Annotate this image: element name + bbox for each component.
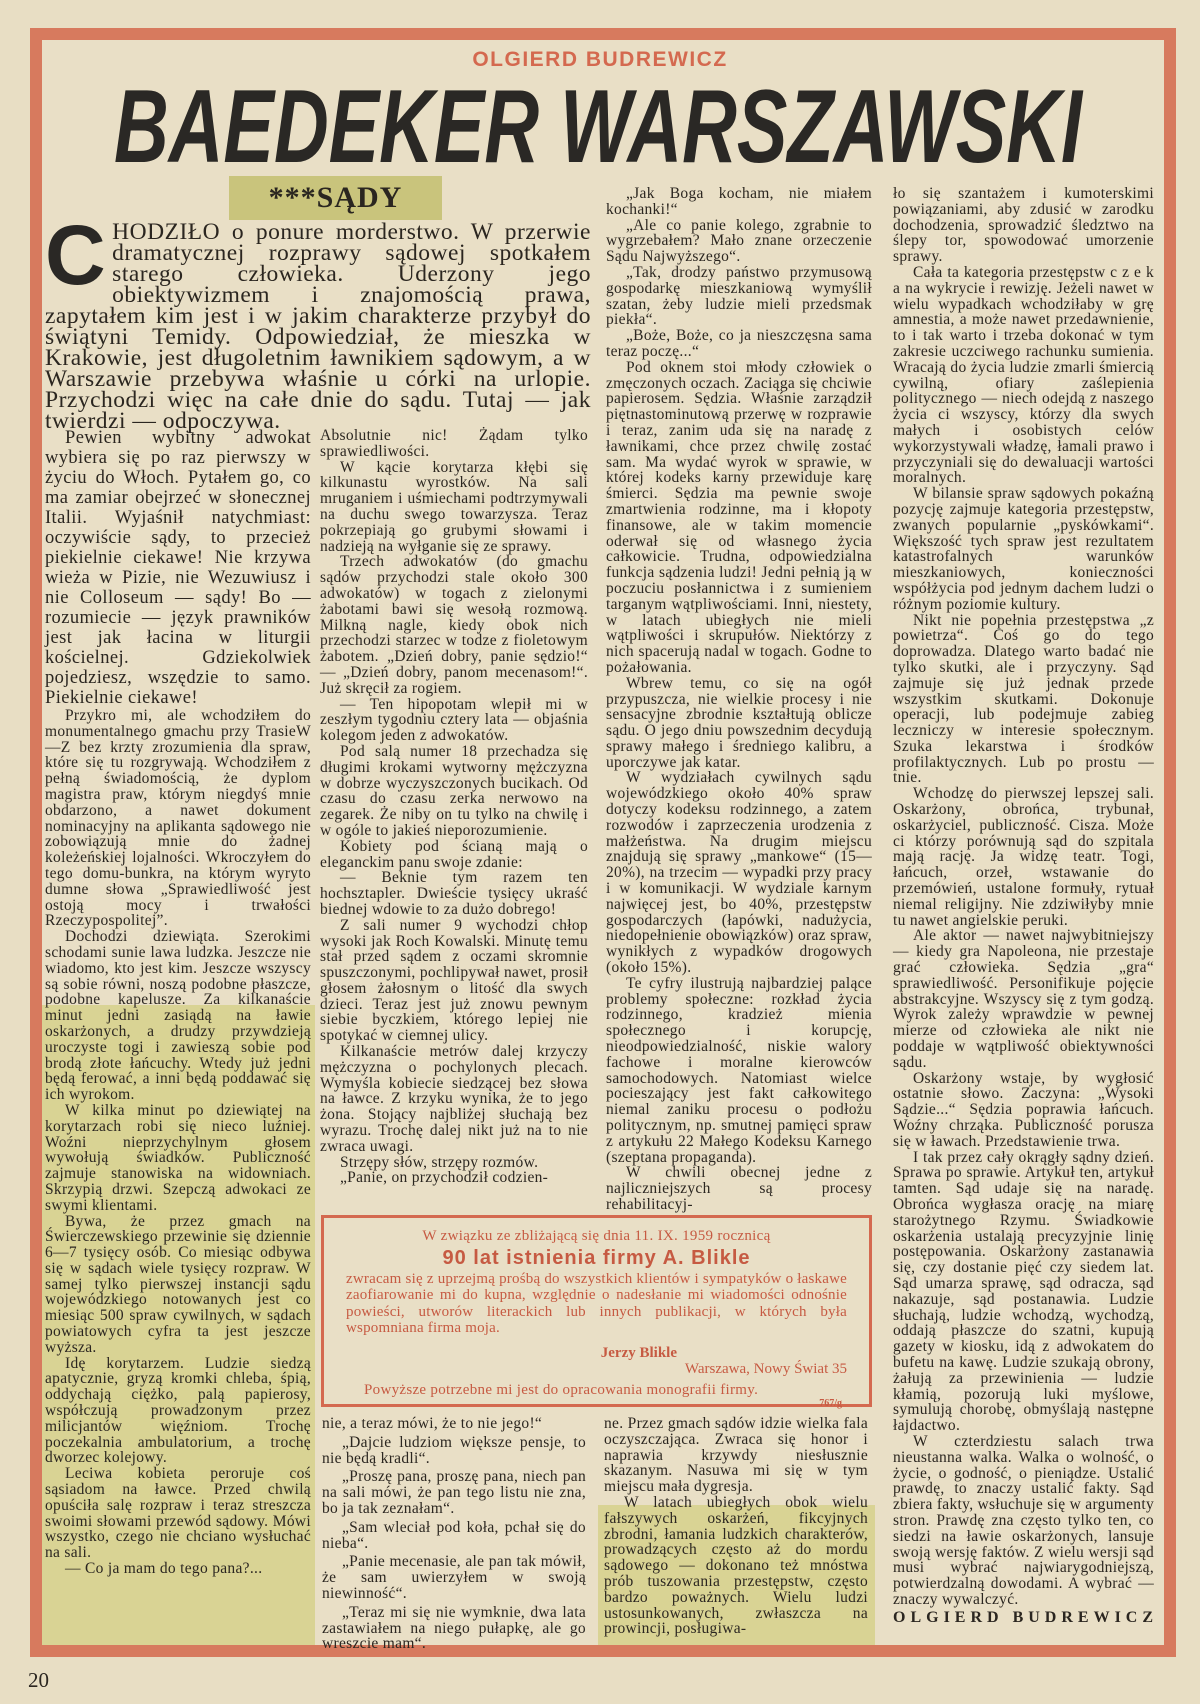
paragraph: W kilka minut po dziewiątej na korytarzach robi się nieco luźniej. Woźni nieprzychylnym głosem wywołują świadków. Publiczność zajmuje stanowiska na widowniach. Skrzypią drzwi. Szepczą adwokaci ze swymi klientami. (45, 1101, 311, 1214)
ad-code: 767/g (819, 1398, 842, 1409)
paragraph: „Teraz mi się nie wymknie, dwa lata zastawiałem na niego pułapkę, ale go wreszcie mam“. (322, 1603, 586, 1653)
paragraph: — Beknie tym razem ten hochsztapler. Dwieście tysięcy ukraść biednej wdowie to za dużo dobrego! (320, 869, 588, 918)
paragraph: Te cyfry ilustrują najbardziej palące problemy społeczne: rozkład życia rodzinnego, kradzież mienia społecznego i korupcję, nieodpowiedzialność, niskie walory fachowe i moralne kierowców samochodowych. Natomiast wielce pocieszający jest fakt całkowitego niemal zaniku procesu o podłożu politycznym, np. smutnej pamięci spraw z artykułu 22 Małego Kodeksu Karnego (szeptana propaganda). (606, 974, 872, 1166)
paragraph: Bywa, że przez gmach na Świerczewskiego przewinie się dziennie 6—7 tysięcy osób. Co miesiąc odbywa się w sądach wiele tysięcy rozpraw. W samej tylko pierwszej instancji sądu wojewódzkiego notowanych jest co miesiąc 500 spraw cywilnych, w sądach powiatowych cyfra ta jest jeszcze wyższa. (45, 1212, 311, 1356)
paragraph: ło się szantażem i kumoterskimi powiązaniami, aby zdusić w zarodku dochodzenia, sprowadzić śledztwo na ślepy tor, spowodować umorzenie sprawy. (893, 185, 1154, 266)
author-signature: OLGIERD BUDREWICZ (893, 1608, 1159, 1626)
paragraph: Wbrew temu, co się na ogół przypuszcza, nie wielkie procesy i nie sensacyjne zbrodnie kształtują oblicze sądu. O jego dniu powszednim decydują sprawy małego i średniego kalibru, a uporczywe jak katar. (606, 674, 872, 771)
lead-paragraph (45, 208, 591, 434)
paragraph: Absolutnie nic! Żądam tylko sprawiedliwości. (320, 427, 588, 460)
paragraph: „Tak, drodzy państwo przymusową gospodarkę mieszkaniową wymyślił szatan, żeby ludzie mieli przedsmak piekła“. (606, 263, 872, 329)
ad-note: Powyższe potrzebne mi jest do opracowania monografii firmy. (364, 1381, 759, 1398)
ad-intro: W związku ze zbliżającą się dnia 11. IX. 1959 rocznicą (422, 1228, 771, 1244)
paragraph: Strzępy słów, strzępy rozmów. (340, 1153, 539, 1171)
paragraph: Idę korytarzem. Ludzie siedzą apatycznie, gryzą kromki chleba, śpią, oddychają ciężko, palą papierosy, współczują prowadzonym przez milicjantów więźniom. Trochę poczekalnia ambulatorium, a trochę dworzec kolejowy. (45, 1354, 311, 1467)
paragraph: „Ale co panie kolego, zgrabnie to wygrzebałem? Mało znane orzeczenie Sądu Najwyższego“. (606, 216, 872, 266)
advertisement-box (321, 1215, 872, 1407)
paragraph: Kilkanaście metrów dalej krzyczy mężczyzna o pochylonych plecach. Wymyśla kobiecie siedzącej bez słowa na ławce. Z krzyku wynika, że to jego żona. Stojący najbliżej słuchają bez wyrazu. Trochę dalej nikt już na to nie zwraca uwagi. (320, 1043, 588, 1155)
paragraph: Cała ta kategoria przestępstw c z e k a na wykrycie i rewizję. Jeżeli nawet w wielu wypadkach wchodziłaby w grę amnestia, a może nawet przedawnienie, to i tak warto i trzeba dokonać w tym zakresie uczciwego rachunku sumienia. Wracają do życia ludzie zmarli śmiercią cywilną, ofiary zaślepienia politycznego — niech odejdą z naszego życia ci wszyscy, którzy dla swych małych i osobistych celów wykorzystywali władzę, łamali prawo i przyczyniali się do dewaluacji wartości moralnych. (893, 263, 1154, 487)
ad-signer: Jerzy Blikle (600, 1344, 677, 1361)
column-3-bottom (604, 1416, 868, 1637)
column-4-body (893, 186, 1154, 1608)
paragraph: „Dajcie ludziom większe pensje, to nie będą kradli“. (322, 1433, 586, 1467)
column-2-top (320, 428, 588, 1186)
paragraph: Pod oknem stoi młody człowiek o zmęczonych oczach. Zaciąga się chciwie papierosem. Sędzia. Właśnie zarządził piętnastominutową przerwę w rozprawie i teraz, zanim uda się na naradę z ławnikami, chce przez chwilę zostać sam. Ma wydać wyrok w sprawie, w której kodeks karny przewiduje karę śmierci. Sędzia ma pewnie swoje zmartwienia rodzinne, ma i kłopoty finansowe, ale w takim momencie oderwał się od własnego życia całkowicie. Trudna, odpowiedzialna funkcja sądzenia ludzi! Jedni pełnią ją w poczuciu posłannictwa i z sumieniem targanym wątpliwościami. Inni, niestety, w latach ubiegłych nie mieli wątpliwości i skrupułów. Niektórzy z nich spacerują nadal w togach. Godne to pożałowania. (606, 358, 872, 676)
paragraph: „Proszę pana, proszę pana, niech pan na sali mówi, że pan tego listu nie zna, bo ja tak zeznałam“. (322, 1468, 586, 1517)
paragraph: Pewien wybitny adwokat wybiera się po raz pierwszy w życiu do Włoch. Pytałem go, co ma zamiar obejrzeć w słonecznej Italii. Wyjaśnił natychmiast: oczywiście sądy, to przecież piekielnie ciekawe! Nie krzywa wieża w Pizie, nie Wezuwiusz i nie Colloseum — sądy! Bo — rozumiecie — język prawników jest jak łacina w liturgii kościelnej. Gdziekolwiek pojedziesz, wszędzie to samo. Piekielnie ciekawe! (45, 428, 311, 708)
paragraph: „Panie, on przychodził codzien- (340, 1169, 549, 1187)
ad-headline: 90 lat istnienia firmy A. Blikle (442, 1246, 751, 1269)
page-number: 20 (28, 1668, 49, 1692)
paragraph: — Ten hipopotam wlepił mi w zeszłym tygodniu cztery lata — objaśnia kolegom jeden z adwokatów. (320, 695, 588, 745)
article-title-text: BAEDEKER WARSZAWSKI (114, 74, 1084, 174)
paragraph: W chwili obecnej jedne z najliczniejszych są procesy rehabilitacyj- (606, 1164, 872, 1213)
paragraph: W bilansie spraw sądowych pokaźną pozycję zajmuje kategoria przestępstw, zwanych popularnie „pyskówkami“. Większość tych spraw jest rezultatem katastrofalnych warunków mieszkaniowych, konieczności współżycia pod jednym dachem ludzi o różnym poziomie kultury. (893, 485, 1154, 613)
paragraph: „Panie mecenasie, ale pan tak mówił, że sam uwierzyłem w swoją niewinność“. (322, 1553, 586, 1602)
column-2-bottom (322, 1416, 586, 1655)
paragraph: W wydziałach cywilnych sądu wojewódzkiego około 40% spraw dotyczy kodeksu rodzinnego, a zatem rozwodów i zaprzeczenia urodzenia z małżeństwa. Na drugim miejscu znajdują się sprawy „mankowe“ (15—20%), na trzecim — wypadki przy pracy i w komunikacji. W wydziale karnym najwięcej jest, bo 40%, przestępstw gospodarczych (łapówki, nadużycia, niedopełnienie obowiązków) oraz spraw, wynikłych z wypadków drogowych (około 15%). (606, 769, 872, 977)
paragraph: ne. Przez gmach sądów idzie wielka fala oczyszczająca. Zwraca się honor i naprawia krzywdy niesłusznie skazanym. Nasuwa mi się w tym miejscu mała dygresja. (604, 1415, 868, 1496)
paragraph: Leciwa kobieta peroruje coś sąsiadom na ławce. Przed chwilą opuściła salę rozpraw i teraz streszcza swoimi słowami przewód sądowy. Mówi wszystko, czego nie chciano wysłuchać na sali. (45, 1465, 311, 1562)
lead-text: HODZIŁO o ponure morderstwo. W przerwie dramatycznej rozprawy sądowej spotkałem starego człowieka. Uderzony jego obiektywizmem i znajomością prawa, zapytałem kim jest i w jakim charakterze przybył do świątyni Temidy. Odpowiedział, że mieszka w Krakowie, jest długoletnim ławnikiem sądowym, a w Warszawie przebywa właśnie u córki na urlopie. Przychodzi więc na całe dnie do sądu. Tutaj — jak twierdzi — odpoczywa. (45, 219, 591, 434)
section-heading: ***SĄDY (229, 176, 442, 220)
ad-body: zwracam się z uprzejmą prośbą do wszystkich klientów i sympatyków o łaskawe zaofiarowanie mi do kupna, względnie o nadesłanie mi wiadomości odnośnie powieści, utworów literackich lub innych publikacji, w których była wspomniana firma moja. (346, 1270, 847, 1336)
drop-cap: C (45, 208, 107, 302)
paragraph: nie, a teraz mówi, że to nie jego!“ (322, 1415, 543, 1432)
paragraph: Kobiety pod ścianą mają o eleganckim panu swoje zdanie: (320, 837, 588, 871)
paragraph: Oskarżony wstaje, by wygłosić ostatnie słowo. Zaczyna: „Wysoki Sądzie...“ Sędzia poprawia łańcuch. Woźny chrząka. Publiczność porusza się w ławach. Przedstawienie trwa. (893, 1069, 1154, 1150)
paragraph: — Co ja mam do tego pana?... (65, 1560, 263, 1578)
paragraph: „Boże, Boże, co ja nieszczęsna sama teraz poczę...“ (606, 327, 872, 360)
paragraph: W latach ubiegłych obok wielu fałszywych oskarżeń, fikcyjnych zbrodni, łamania ludzkich charakterów, prowadzących często aż do mordu sądowego — dokonano też mnóstwa prób tuszowania przestępstw, często bardzo poważnych. Wielu ludzi ustosunkowanych, zwłaszcza na prowincji, posługiwa- (604, 1493, 868, 1638)
paragraph: W czterdziestu salach trwa nieustanna walka. Walka o wolność, o życie, o godność, o pieniądze. Ustalić prawdę, to znaczy ustalić fakty. Sąd zbiera fakty, wsłuchuje się w argumenty stron. Prawdę zna często tylko ten, co siedzi na ławie oskarżonych, lansuje swoją wersję faktów. Z wielu wersji sąd musi wybrać najwiarygodniejszą, potwierdzalną dowodami. A wybrać — znaczy wywalczyć. (893, 1432, 1154, 1608)
column-4 (893, 185, 1159, 1626)
paragraph: Trzech adwokatów (do gmachu sądów przychodzi stale około 300 adwokatów) w togach z zielonymi żabotami bawi się wesołą rozmową. Milkną nagle, kiedy obok nich przechodzi starzec w todze z fioletowym żabotem. „Dzień dobry, panie sędzio!“ — „Dzień dobry, panom mecenasom!“. Już skręcił za rogiem. (320, 553, 588, 697)
paragraph: Ale aktor — nawet najwybitniejszy — kiedy gra Napoleona, nie przestaje grać człowieka. Sędzia „gra“ sprawiedliwość. Personifikuje pojęcie abstrakcyjne. Wszyscy się z tym godzą. Wyrok zależy wprawdzie w pewnej mierze od człowieka ale nikt nie poddaje w wątpliwość obiektywności sądu. (893, 927, 1154, 1071)
paragraph: I tak przez cały okrągły sądny dzień. Sprawa po sprawie. Artykuł ten, artykuł tamten. Sąd udaje się na naradę. Obrońca wygłasza orację na miarę starożytnego Rzymu. Świadkowie oskarżenia ustalają precyzyjnie linię postępowania. Oskarżony zastanawia się, czy dostanie pięć czy siedem lat. Sąd umarza sprawę, sąd odracza, sąd nakazuje, sąd postanawia. Ludzie słuchają, ludzie wchodzą, wychodzą, oddają płaszcze do szatni, kupują gazety w kiosku, idą z adwokatem do bufetu na kawę. Ludzie szukają obrony, żałują za przewinienia — ludzie kłamią, pozorują luki myślowe, symulują chorobę, obmyślają następne łajdactwo. (893, 1148, 1154, 1435)
paragraph: Dochodzi dziewiąta. Szerokimi schodami sunie lawa ludzka. Jeszcze nie wiadomo, kto jest kim. Jeszcze wszyscy są sobie równi, noszą podobne płaszcze, podobne kapelusze. Za kilkanaście minut jedni zasiądą na ławie oskarżonych, a drudzy przywdzieją uroczyste togi i zawieszą sobie pod brodą złote łańcuchy. Wtedy już jedni będą ferować, a inni będą poddawać się ich wyrokom. (45, 928, 311, 1104)
author-byline: OLGIERD BUDREWICZ (472, 48, 728, 71)
ad-address: Warszawa, Nowy Świat 35 (684, 1361, 847, 1377)
paragraph: Pod salą numer 18 przechadza się długimi krokami wytworny mężczyzna w dobrze wyczyszczonych bucikach. Od czasu do czasu zerka nerwowo na zegarek. Że niby on tu tylko na chwilę i w ogóle to jakieś nieporozumienie. (320, 742, 588, 839)
paragraph: „Jak Boga kocham, nie miałem kochanki!“ (606, 185, 872, 218)
paragraph: Nikt nie popełnia przestępstwa „z powietrza“. Coś go do tego doprowadza. Dlatego warto badać nie tylko skutki, ale i przyczyny. Sąd zajmuje się już jednak przede wszystkim skutkami. Dokonuje operacji, lub podejmuje zabieg leczniczy w interesie społecznym. Szuka lekarstwa i środków profilaktycznych. Lub po prostu — tnie. (893, 611, 1154, 787)
paragraph: Wchodzę do pierwszej lepszej sali. Oskarżony, obrońca, trybunał, oskarżyciel, publiczność. Cisza. Może ci którzy porównują sąd do szpitala mają rację. Ja widzę teatr. Togi, łańcuch, orzeł, wstawanie do przemówień, ustalone formuły, rytuał niemal religijny. Nie zdziwiłyby mnie tu nawet angielskie peruki. (893, 785, 1154, 929)
paragraph: Przykro mi, ale wchodziłem do monumentalnego gmachu przy TrasieW—Z bez krzty zrozumienia dla spraw, które się tu rozgrywają. Wchodziłem z pełną świadomością, że dyplom magistra praw, którym niegdyś mnie obdarzono, a nawet dokument nominacyjny na aplikanta sądowego nie zobowiązują mnie do żadnej koleżeńskiej lojalności. Wkroczyłem do tego domu-bunkra, na którym wyryto dumne słowa „Sprawiedliwość jest ostoją mocy i trwałości Rzeczypospolitej”. (45, 707, 311, 930)
column-3-top (606, 186, 872, 1213)
article-title (110, 74, 1090, 174)
paragraph: W kącie korytarza kłębi się kilkunastu wyrostków. Na sali mruganiem i uśmiechami podtrzymywali na duchu swego towarzysza. Teraz pokrzepiają go grubymi słowami i nadzieją na wyłganie się ze sprawy. (320, 458, 588, 555)
column-1 (45, 428, 311, 1577)
paragraph: Z sali numer 9 wychodzi chłop wysoki jak Roch Kowalski. Minutę temu stał przed sądem z oczami skromnie spuszczonymi, pochlipywał nawet, prosił głosem żałosnym o litość dla swych dzieci. Teraz jest już znowu pewnym siebie byczkiem, którego lepiej nie spotykać w ciemnej ulicy. (320, 916, 588, 1045)
paragraph: „Sam wleciał pod koła, pchał się do nieba“. (322, 1518, 586, 1552)
